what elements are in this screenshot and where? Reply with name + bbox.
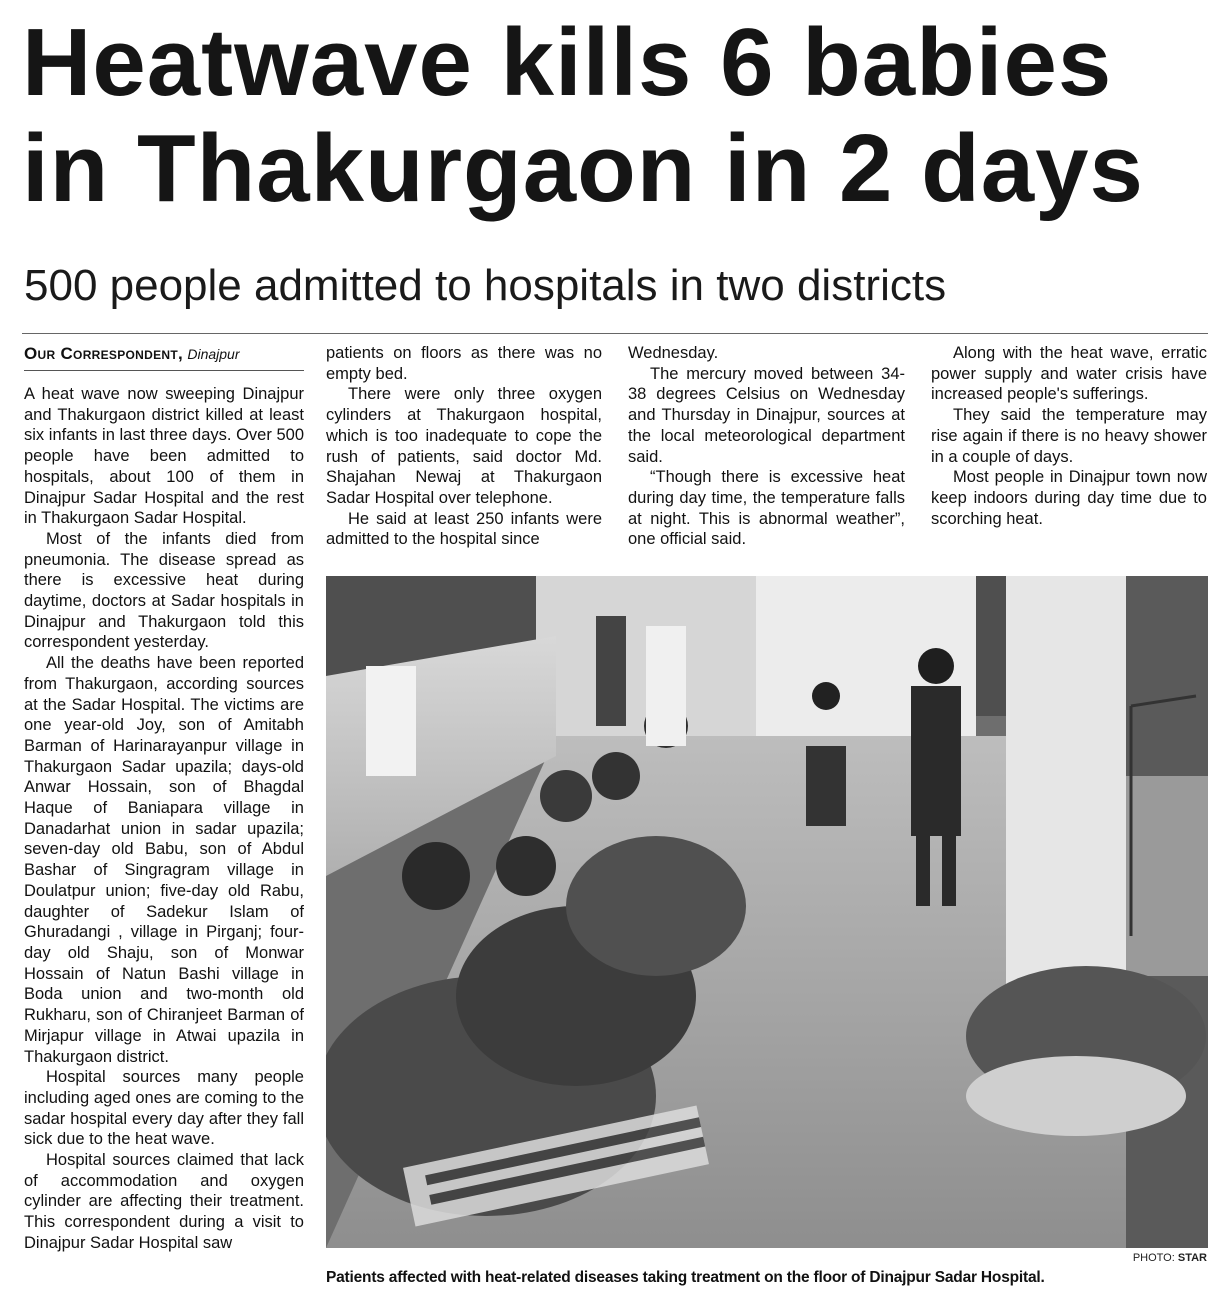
photo-credit — [1133, 1252, 1207, 1264]
photo-credit-source: STAR — [1177, 1252, 1207, 1264]
photo-caption: Patients affected with heat-related diseases taking treatment on the floor of Dinajpur Sadar Hospital. — [326, 1269, 1045, 1286]
paragraph: The mercury moved between 34-38 degrees Celsius on Wednesday and Thursday in Dinajpur, sources at the local meteorological department said. — [628, 364, 905, 466]
byline-location: Dinajpur — [187, 346, 240, 362]
paragraph: A heat wave now sweeping Dinajpur and Thakurgaon district killed at least six infants in last three days. Over 500 people have been admitted to hospitals, about 100 of them in Dinajpur Sadar Hospital and the rest in Thakurgaon Sadar Hospital. — [24, 385, 304, 528]
paragraph: patients on floors as there was no empty bed. — [326, 344, 602, 383]
paragraph: Most people in Dinajpur town now keep indoors during day time due to scorching heat. — [931, 468, 1207, 528]
paragraph: Hospital sources many people including aged ones are coming to the sadar hospital every day after they fall sick due to the heat wave. — [24, 1068, 304, 1149]
hospital-ward-photo — [326, 576, 1208, 1248]
byline-divider — [24, 370, 304, 371]
paragraph: There were only three oxygen cylinders at Thakurgaon hospital, which is too inadequate to cope the rush of patients, said doctor Md. Shajahan Newaj at Thakurgaon Sadar Hospital over telephone. — [326, 385, 602, 507]
article-column-1 — [24, 384, 304, 1254]
headline-line-2: in Thakurgaon in 2 days — [22, 115, 1144, 222]
headline-divider — [22, 333, 1208, 334]
paragraph: Wednesday. — [628, 344, 719, 362]
article-column-4 — [931, 343, 1207, 529]
paragraph: He said at least 250 infants were admitted to the hospital since — [326, 509, 602, 549]
headline-line-1: Heatwave kills 6 babies — [22, 9, 1113, 116]
paragraph: “Though there is excessive heat during day time, the temperature falls at night. This is abnormal weather”, one official said. — [628, 468, 905, 549]
paragraph: Most of the infants died from pneumonia. The disease spread as there is excessive heat during daytime, doctors at Sadar hospitals in Dinajpur and Thakurgaon told this correspondent yesterday. — [24, 529, 304, 652]
subheadline: 500 people admitted to hospitals in two districts — [24, 261, 947, 310]
article-column-2 — [326, 343, 602, 550]
paragraph: They said the temperature may rise again if there is no heavy shower in a couple of days. — [931, 406, 1207, 466]
article-column-3 — [628, 343, 905, 550]
paragraph: Hospital sources claimed that lack of accommodation and oxygen cylinder are affecting their treatment. This correspondent during a visit to Dinajpur Sadar Hospital saw — [24, 1151, 304, 1252]
paragraph: Along with the heat wave, erratic power supply and water crisis have increased people's sufferings. — [931, 344, 1207, 404]
headline — [22, 10, 1202, 222]
news-photo — [326, 576, 1208, 1248]
photo-credit-label: PHOTO: — [1132, 1252, 1175, 1264]
byline — [24, 344, 304, 365]
byline-author: Our Correspondent, — [24, 344, 184, 363]
paragraph: All the deaths have been reported from Thakurgaon, according sources at the Sadar Hospital. The victims are one year-old Joy, son of Amitabh Barman of Harinarayanpur village in Thakurgaon Sadar upazila; days-old Anwar Hossain, son of Bhagdal Haque of Baniapara village in Danadarhat union in sadar upazila; seven-day old Babu, son of Abdul Bashar of Singragram village in Doulatpur union; five-day old Rabu, daughter of Sadekur Islam of Ghuradangi , village in Pirganj; four-day old Shaju, son of Monwar Hossain of Natun Bashi village in Boda union and two-month old Rukharu, son of Chiranjeet Barman of Mirjapur village in Atwai upazila in Thakurgaon district. — [24, 654, 304, 1066]
